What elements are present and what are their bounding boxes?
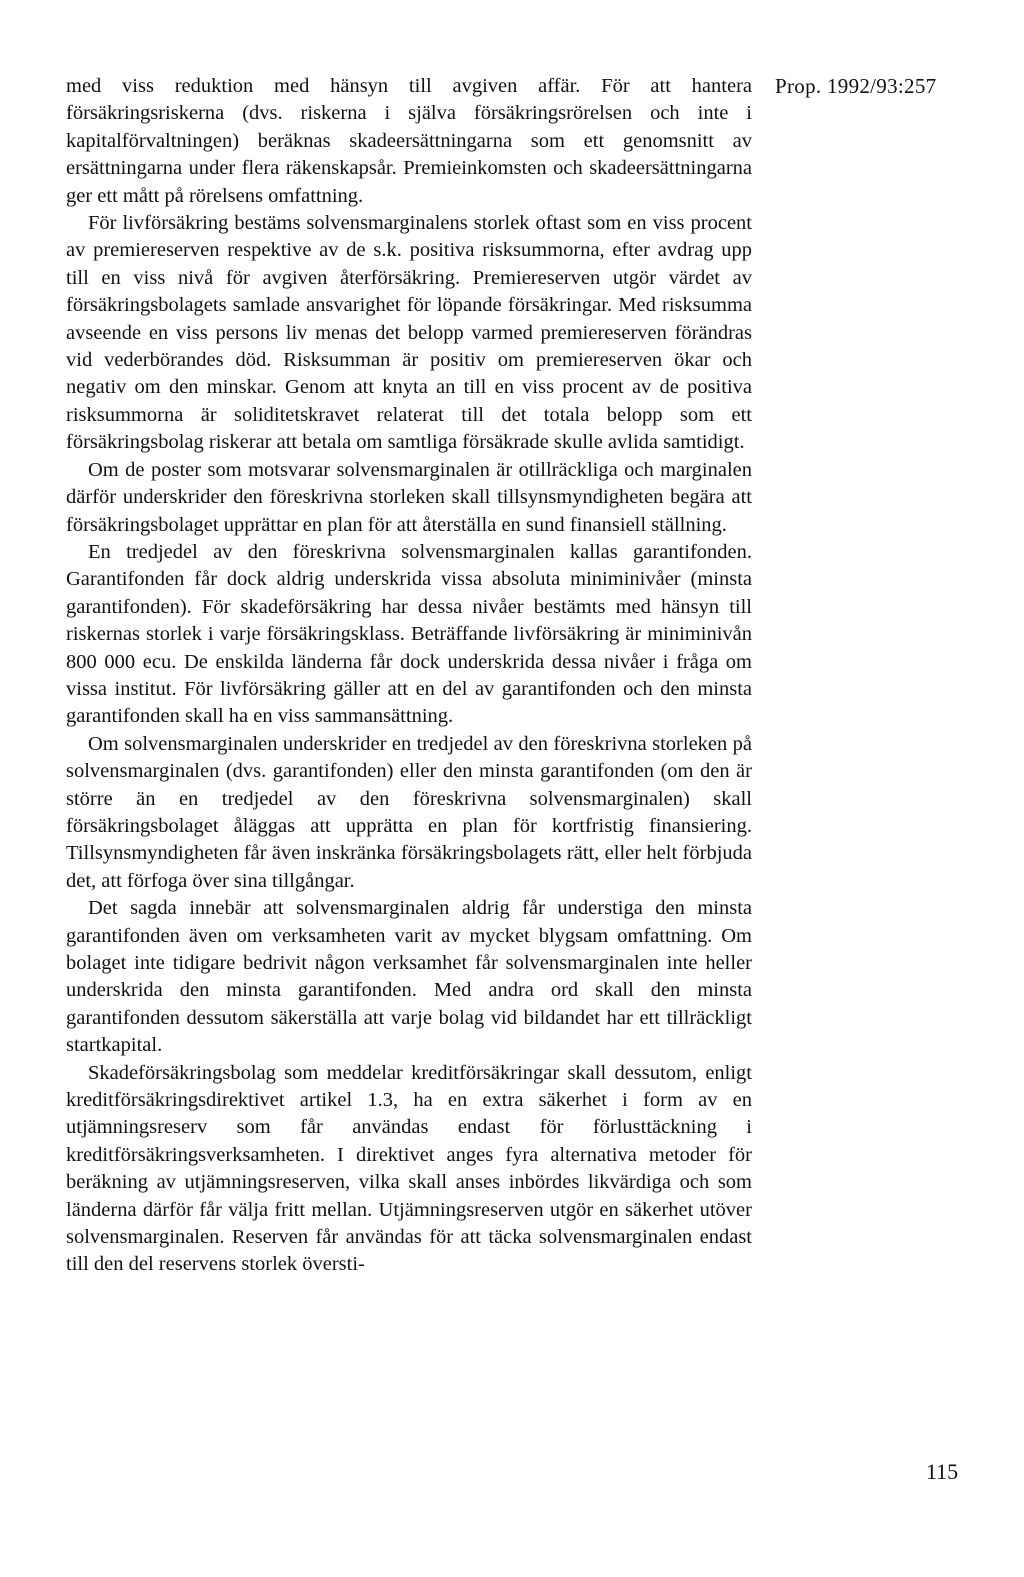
paragraph: För livförsäkring bestäms solvensmarginalens storlek oftast som en viss procent av premiereserven respektive av de s.k. positiva risksummorna, efter avdrag upp till en viss nivå för avgiven återförsäkring. Premiereserven utgör värdet av försäkringsbolagets samlade ansvarighet för löpande försäkringar. Med risksumma avseende en viss persons liv menas det belopp varmed premiereserven förändras vid vederbörandes död. Risksumman är positiv om premiereserven ökar och negativ om den minskar. Genom att knyta an till en viss procent av de positiva risksummorna är soliditetskravet relaterat till det totala belopp som ett försäkringsbolag riskerar att betala om samtliga försäkrade skulle avlida samtidigt.	[66, 212, 752, 454]
paragraph: Om solvensmarginalen underskrider en tredjedel av den föreskrivna storleken på solvensmarginalen (dvs. garantifonden) eller den minsta garantifonden (om den är större än en tredjedel av den föreskrivna solvensmarginalen) skall försäkringsbolaget åläggas att upprätta en plan för kortfristig finansiering. Tillsynsmyndigheten får även inskränka försäkringsbolagets rätt, eller helt förbjuda det, att förfoga över sina tillgångar.	[66, 732, 752, 892]
page-number: 115	[926, 1459, 959, 1484]
body-text	[66, 73, 752, 1279]
paragraph: En tredjedel av den föreskrivna solvensmarginalen kallas garantifonden. Garantifonden får dock aldrig underskrida vissa absoluta miniminivåer (minsta garantifonden). För skadeförsäkring har dessa nivåer bestämts med hänsyn till riskernas storlek i varje försäkringsklass. Beträffande livförsäkring är miniminivån 800 000 ecu. De enskilda länderna får dock underskrida dessa nivåer i fråga om vissa institut. För livförsäkring gäller att en del av garantifonden och den minsta garantifonden skall ha en viss sammansättning.	[66, 540, 752, 728]
header-reference: Prop. 1992/93:257	[775, 74, 937, 98]
paragraph: Om de poster som motsvarar solvensmarginalen är otillräckliga och marginalen därför underskrider den föreskrivna storleken skall tillsynsmyndigheten begära att försäkringsbolaget upprättar en plan för att återställa en sund finansiell ställning.	[66, 458, 752, 536]
paragraph: Det sagda innebär att solvensmarginalen aldrig får understiga den minsta garantifonden även om verksamheten varit av mycket blygsam omfattning. Om bolaget inte tidigare bedrivit någon verksamhet får solvensmarginalen inte heller underskrida den minsta garantifonden. Med andra ord skall den minsta garantifonden dessutom säkerställa att varje bolag vid bildandet har ett tillräckligt startkapital.	[66, 897, 752, 1057]
paragraph: med viss reduktion med hänsyn till avgiven affär. För att hantera försäkringsriskerna (dvs. riskerna i själva försäkringsrörelsen och inte i kapitalförvaltningen) beräknas skadeersättningarna som ett genomsnitt av ersättningarna under flera räkenskapsår. Premieinkomsten och skadeersättningarna ger ett mått på rörelsens omfattning.	[66, 75, 752, 207]
paragraph: Skadeförsäkringsbolag som meddelar kreditförsäkringar skall dessutom, enligt kreditförsäkringsdirektivet artikel 1.3, ha en extra säkerhet i form av en utjämningsreserv som får användas endast för förlusttäckning i kreditförsäkringsverksamheten. I direktivet anges fyra alternativa metoder för beräkning av utjämningsreserven, vilka skall anses inbördes likvärdiga och som länderna därför får välja fritt mellan. Utjämningsreserven utgör en säkerhet utöver solvensmarginalen. Reserven får användas för att täcka solvensmarginalen endast till den del reservens storlek översti-	[66, 1061, 752, 1276]
